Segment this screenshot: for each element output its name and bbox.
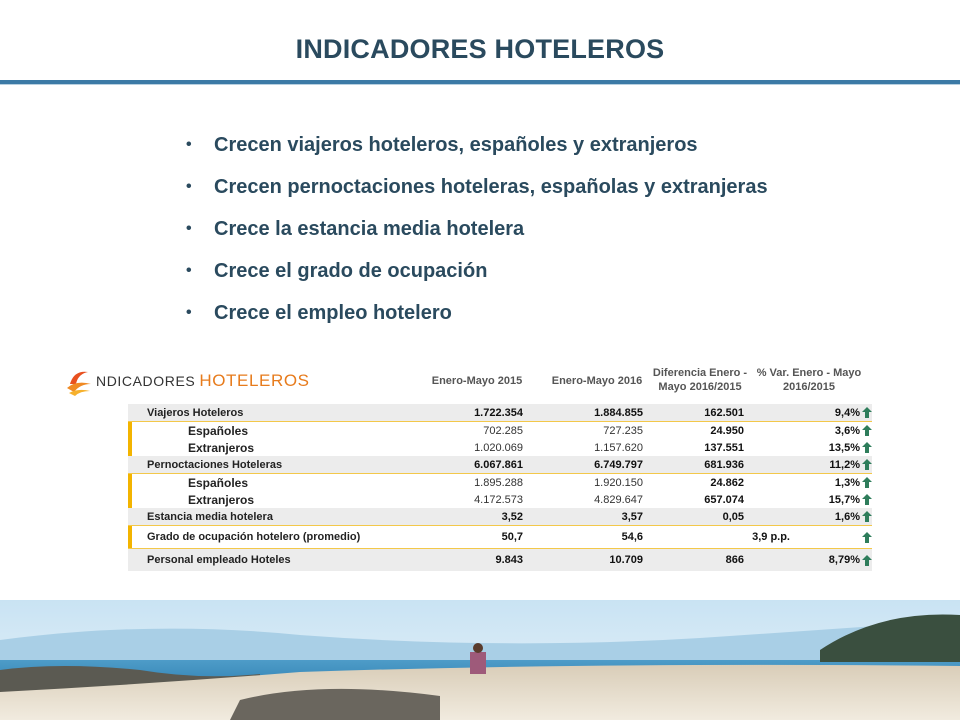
- bullet-item: • Crece la estancia media hotelera: [186, 208, 768, 250]
- up-arrow-icon: [862, 511, 872, 522]
- bullet-dot: •: [186, 178, 192, 195]
- up-arrow-icon: [862, 494, 872, 505]
- table-row: Viajeros Hoteleros 1.722.354 1.884.855 162.501 9,4%: [128, 404, 872, 421]
- up-arrow-icon: [862, 477, 872, 488]
- header-col4: % Var. Enero - Mayo 2016/2015: [756, 367, 862, 393]
- wave-logo-icon: [64, 364, 94, 398]
- up-arrow-icon: [862, 459, 872, 470]
- header-col1: Enero-Mayo 2015: [431, 375, 523, 387]
- up-arrow-icon: [862, 555, 872, 566]
- header-col3: Diferencia Enero - Mayo 2016/2015: [652, 367, 748, 393]
- table-row: Españoles 702.285 727.235 24.950 3,6%: [128, 421, 872, 439]
- up-arrow-icon: [862, 442, 872, 453]
- indicadores-logo: NDICADORES HOTELEROS: [64, 364, 310, 398]
- bullet-dot: •: [186, 136, 192, 153]
- up-arrow-icon: [862, 425, 872, 436]
- bullet-dot: •: [186, 262, 192, 279]
- table-row: Extranjeros 1.020.069 1.157.620 137.551 13,5%: [128, 439, 872, 456]
- title-underline: [0, 80, 960, 85]
- bullet-item: • Crecen viajeros hoteleros, españoles y extranjeros: [186, 124, 768, 166]
- table-row: Extranjeros 4.172.573 4.829.647 657.074 15,7%: [128, 491, 872, 508]
- table-row: Grado de ocupación hotelero (promedio) 50,7 54,6 3,9 p.p.: [128, 525, 872, 548]
- indicators-table: [128, 404, 872, 571]
- up-arrow-icon: [862, 532, 872, 543]
- up-arrow-icon: [862, 407, 872, 418]
- table-row: Españoles 1.895.288 1.920.150 24.862 1,3%: [128, 473, 872, 491]
- table-row: Personal empleado Hoteles 9.843 10.709 866 8,79%: [128, 548, 872, 571]
- beach-photo: [0, 600, 960, 720]
- bullet-list: [186, 124, 768, 334]
- bullet-item: • Crecen pernoctaciones hoteleras, españolas y extranjeras: [186, 166, 768, 208]
- bullet-dot: •: [186, 220, 192, 237]
- header-col2: Enero-Mayo 2016: [551, 375, 643, 387]
- page-title: INDICADORES HOTELEROS: [295, 34, 665, 64]
- table-row: Pernoctaciones Hoteleras 6.067.861 6.749.797 681.936 11,2%: [128, 456, 872, 473]
- bullet-dot: •: [186, 304, 192, 321]
- table-row: Estancia media hotelera 3,52 3,57 0,05 1,6%: [128, 508, 872, 525]
- bullet-item: • Crece el empleo hotelero: [186, 292, 768, 334]
- bullet-item: • Crece el grado de ocupación: [186, 250, 768, 292]
